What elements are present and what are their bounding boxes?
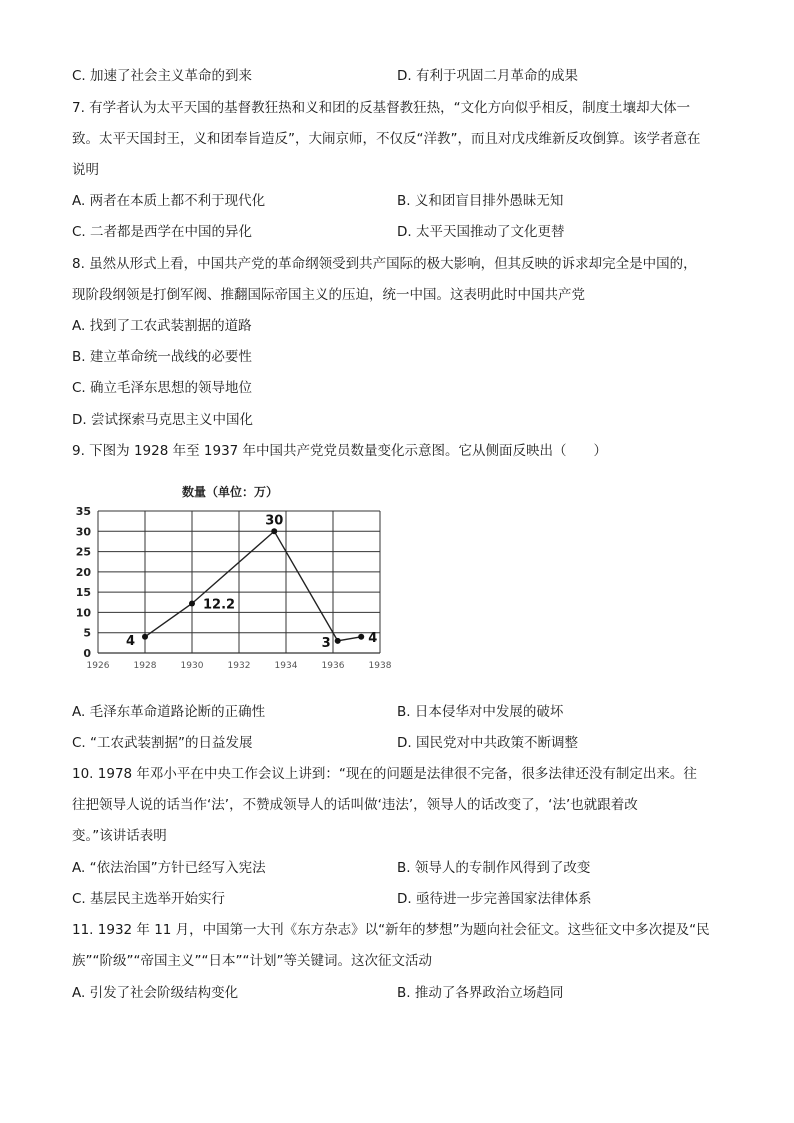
option-11a: A. 引发了社会阶级结构变化: [72, 985, 239, 1001]
data-label-2: 30: [265, 513, 284, 529]
data-label-4: 4: [368, 630, 378, 646]
chart-grid: [98, 511, 380, 653]
data-point-0: [142, 634, 148, 640]
x-axis-ticks: [87, 661, 392, 671]
option-7a: A. 两者在本质上都不利于现代化: [72, 193, 266, 209]
membership-line-chart: [68, 478, 408, 678]
option-7b: B. 义和团盲目排外愚昧无知: [397, 193, 564, 209]
option-7c: C. 二者都是西学在中国的异化: [72, 224, 253, 240]
option-9c: C. “工农武装割据”的日益发展: [72, 735, 253, 751]
question-10-stem-line-2: 往把领导人说的话当作‘法’，不赞成领导人的话叫做‘违法’，领导人的话改变了，‘法’也就跟着改: [72, 797, 638, 813]
option-10d: D. 亟待进一步完善国家法律体系: [397, 891, 592, 907]
data-points: [126, 513, 377, 651]
y-tick-label-0: 0: [83, 647, 91, 660]
x-tick-label-4: 1934: [274, 661, 298, 671]
x-tick-label-0: 1926: [86, 661, 110, 671]
chart-title: 数量（单位：万）: [181, 485, 279, 499]
option-9d: D. 国民党对中共政策不断调整: [397, 735, 578, 751]
data-label-3: 3: [321, 635, 331, 651]
option-8a: A. 找到了工农武装割据的道路: [72, 318, 252, 334]
x-tick-label-6: 1938: [368, 661, 392, 671]
option-6d: D. 有利于巩固二月革命的成果: [397, 68, 578, 84]
series-line: [145, 531, 361, 641]
question-11-stem-line-1: 11. 1932 年 11 月，中国第一大刊《东方杂志》以“新年的梦想”为题向社会征文。这些征文中多次提及“民: [72, 922, 710, 938]
data-point-2: [271, 528, 277, 534]
option-8b: B. 建立革命统一战线的必要性: [72, 349, 252, 365]
option-6c: C. 加速了社会主义革命的到来: [72, 68, 253, 84]
y-axis-ticks: [76, 505, 92, 660]
question-11-stem-line-2: 族”“阶级”“帝国主义”“日本”“计划”等关键词。这次征文活动: [72, 953, 432, 969]
data-point-3: [335, 638, 341, 644]
option-10b: B. 领导人的专制作风得到了改变: [397, 860, 591, 876]
y-tick-label-2: 10: [75, 606, 91, 620]
y-tick-label-3: 15: [75, 586, 91, 600]
option-9b: B. 日本侵华对中发展的破坏: [397, 704, 564, 720]
x-tick-label-1: 1928: [133, 661, 157, 671]
question-8-stem-line-1: 8. 虽然从形式上看，中国共产党的革命纲领受到共产国际的极大影响，但其反映的诉求却完全是中国的，: [72, 256, 697, 272]
question-7-stem-line-1: 7. 有学者认为太平天国的基督教狂热和义和团的反基督教狂热，“文化方向似乎相反，制度土壤却大体一: [72, 100, 691, 116]
question-10-stem-line-3: 变。”该讲话表明: [72, 828, 167, 844]
x-tick-label-2: 1930: [180, 661, 204, 671]
option-8d: D. 尝试探索马克思主义中国化: [72, 412, 253, 428]
option-7d: D. 太平天国推动了文化更替: [397, 224, 565, 240]
option-8c: C. 确立毛泽东思想的领导地位: [72, 380, 253, 396]
x-tick-label-5: 1936: [321, 661, 345, 671]
question-10-stem-line-1: 10. 1978 年邓小平在中央工作会议上讲到：“现在的问题是法律很不完备，很多法律还没有制定出来。往: [72, 766, 697, 782]
question-7-stem-line-3: 说明: [72, 162, 99, 178]
data-point-1: [189, 601, 195, 607]
question-8-stem-line-2: 现阶段纲领是打倒军阀、推翻国际帝国主义的压迫，统一中国。这表明此时中国共产党: [72, 287, 585, 303]
y-tick-label-4: 20: [75, 565, 91, 579]
question-7-stem-line-2: 致。太平天国封王，义和团奉旨造反”，大闹京师，不仅反“洋教”，而且对戊戌维新反攻倒算。该学者意在: [72, 131, 701, 147]
option-9a: A. 毛泽东革命道路论断的正确性: [72, 704, 266, 720]
y-tick-label-6: 30: [75, 525, 91, 539]
x-tick-label-3: 1932: [227, 661, 251, 671]
y-tick-label-5: 25: [75, 545, 91, 559]
option-11b: B. 推动了各界政治立场趋同: [397, 985, 564, 1001]
question-9-stem: 9. 下图为 1928 年至 1937 年中国共产党党员数量变化示意图。它从侧面反映出（ ）: [72, 443, 608, 459]
option-10a: A. “依法治国”方针已经写入宪法: [72, 860, 266, 876]
data-label-1: 12.2: [203, 597, 236, 613]
data-label-0: 4: [125, 633, 135, 649]
y-tick-label-1: 5: [83, 626, 91, 640]
data-point-4: [358, 634, 364, 640]
option-10c: C. 基层民主选举开始实行: [72, 891, 226, 907]
y-tick-label-7: 35: [75, 505, 91, 518]
